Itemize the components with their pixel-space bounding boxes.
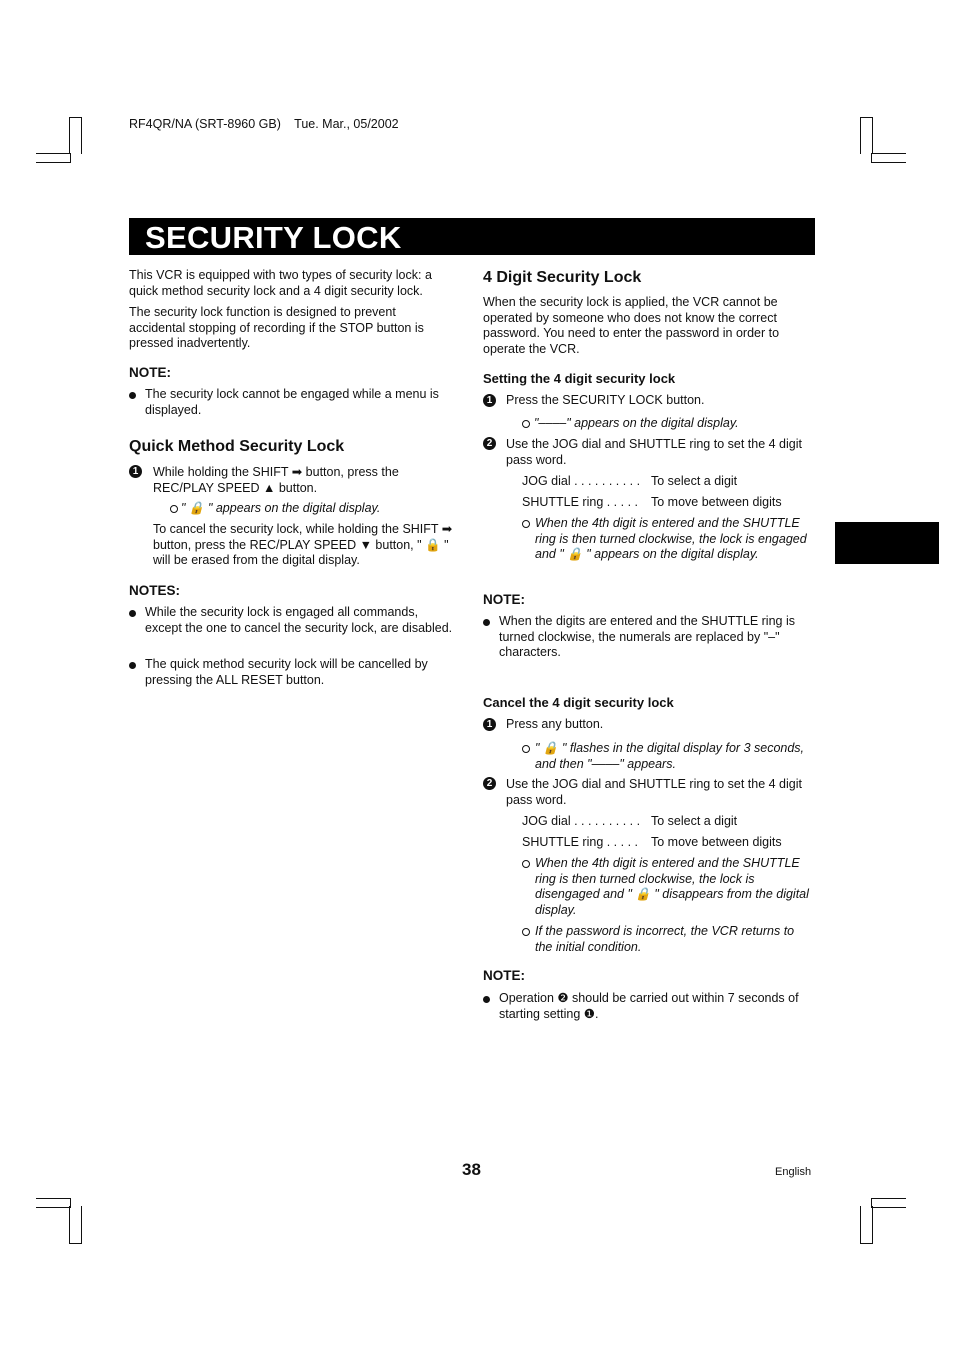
note-heading: NOTE: — [129, 365, 171, 380]
crop-mark-br — [871, 1198, 906, 1208]
section-tab — [835, 522, 939, 564]
shuttle-label: SHUTTLE ring . . . . . — [522, 835, 638, 849]
jog-row — [522, 474, 640, 490]
quick-step-1-sub: " 🔒 " appears on the digital display. — [181, 501, 381, 515]
sub-bullet-circle — [522, 928, 530, 936]
set-step-2: Use the JOG dial and SHUTTLE ring to set the 4 digit pass word. — [506, 437, 802, 467]
step-number-2: 2 — [483, 777, 496, 790]
jog-label: JOG dial . . . . . . . . . . — [522, 474, 641, 488]
notes-text-1: While the security lock is engaged all commands, except the one to cancel the security lock, are disabled. — [145, 605, 453, 635]
step-number-1: 1 — [129, 465, 142, 478]
bullet-dot — [129, 662, 136, 669]
four-digit-heading: 4 Digit Security Lock — [483, 269, 642, 286]
crop-mark-bl — [36, 1198, 71, 1208]
print-header — [129, 117, 409, 131]
cancel-step-2-sub-1: When the 4th digit is entered and the SHUTTLE ring is then turned clockwise, the lock is disengaged and " 🔒 " disappears from the digital display. — [535, 856, 809, 917]
set-step-1-sub: "––––" appears on the digital display. — [534, 416, 739, 430]
quick-step-1: While holding the SHIFT ➡ button, press the REC/PLAY SPEED ▲ button. — [153, 465, 399, 495]
notes-text-2: The quick method security lock will be cancelled by pressing the ALL RESET button. — [145, 657, 428, 687]
sub-bullet-circle — [522, 520, 530, 528]
note-heading: NOTE: — [483, 592, 525, 607]
cancel-step-1: Press any button. — [506, 717, 604, 731]
jog-value: To select a digit — [651, 474, 738, 488]
cancel-step-1-sub: " 🔒 " flashes in the digital display for 3 seconds, and then "––––" appears. — [535, 741, 805, 771]
shuttle-value: To move between digits — [651, 835, 782, 849]
shuttle-row — [522, 835, 638, 851]
crop-mark-tr-v — [860, 117, 873, 154]
set-step-2-sub: When the 4th digit is entered and the SHUTTLE ring is then turned clockwise, the lock is engaged and " 🔒 " appears on the digital display. — [535, 516, 807, 562]
sub-bullet-circle — [522, 420, 530, 428]
shuttle-row — [522, 495, 638, 511]
set-step-1: Press the SECURITY LOCK button. — [506, 393, 705, 407]
page-number: 38 — [462, 1160, 481, 1179]
jog-value: To select a digit — [651, 814, 738, 828]
note2-text: Operation ❷ should be carried out within 7 seconds of starting setting ❶. — [499, 991, 799, 1021]
jog-row — [522, 814, 640, 830]
shuttle-label: SHUTTLE ring . . . . . — [522, 495, 638, 509]
cancel-step-2-sub-2: If the password is incorrect, the VCR returns to the initial condition. — [535, 924, 795, 954]
sub-bullet-circle — [522, 860, 530, 868]
bullet-dot — [483, 619, 490, 626]
intro-paragraph-2: The security lock function is designed to prevent accidental stopping of recording if the STOP button is pressed inadvertently. — [129, 305, 424, 351]
title-bar — [129, 218, 815, 255]
bullet-dot — [483, 996, 490, 1003]
quick-method-heading: Quick Method Security Lock — [129, 438, 345, 455]
four-digit-intro: When the security lock is applied, the VCR cannot be operated by someone who does not know the correct password. You need to enter the password in order to operate the VCR. — [483, 295, 780, 356]
sub-bullet-circle — [170, 505, 178, 513]
language-label: English — [775, 1166, 812, 1178]
crop-mark-bl-v — [69, 1206, 82, 1244]
cancel-step-2: Use the JOG dial and SHUTTLE ring to set the 4 digit pass word. — [506, 777, 802, 807]
sub-bullet-circle — [522, 745, 530, 753]
note2-heading: NOTE: — [483, 968, 525, 983]
crop-mark-tl — [36, 153, 71, 163]
crop-mark-br-v — [860, 1206, 873, 1244]
step-number-1: 1 — [483, 394, 496, 407]
cancel-heading: Cancel the 4 digit security lock — [483, 695, 674, 710]
shuttle-value: To move between digits — [651, 495, 782, 509]
bullet-dot — [129, 392, 136, 399]
cancel-quick-text: To cancel the security lock, while holding the SHIFT ➡ button, press the REC/PLAY SPEED ▼ button, " 🔒 " will be erased from the digital display. — [153, 522, 453, 568]
note-text: The security lock cannot be engaged while a menu is displayed. — [145, 387, 439, 417]
crop-mark-tr — [871, 153, 906, 163]
header-model: RF4QR/NA (SRT-8960 GB) — [129, 117, 281, 131]
note-text: When the digits are entered and the SHUTTLE ring is turned clockwise, the numerals are replaced by "–" characters. — [499, 614, 795, 660]
step-number-2: 2 — [483, 437, 496, 450]
step-number-1: 1 — [483, 718, 496, 731]
intro-paragraph-1: This VCR is equipped with two types of security lock: a quick method security lock and a 4 digit security lock. — [129, 268, 432, 298]
notes-heading: NOTES: — [129, 583, 181, 598]
page-title: SECURITY LOCK — [145, 220, 402, 255]
setting-heading: Setting the 4 digit security lock — [483, 371, 676, 386]
bullet-dot — [129, 610, 136, 617]
header-date: Tue. Mar., 05/2002 — [294, 117, 399, 131]
jog-label: JOG dial . . . . . . . . . . — [522, 814, 641, 828]
crop-mark-tl-v — [69, 117, 82, 154]
